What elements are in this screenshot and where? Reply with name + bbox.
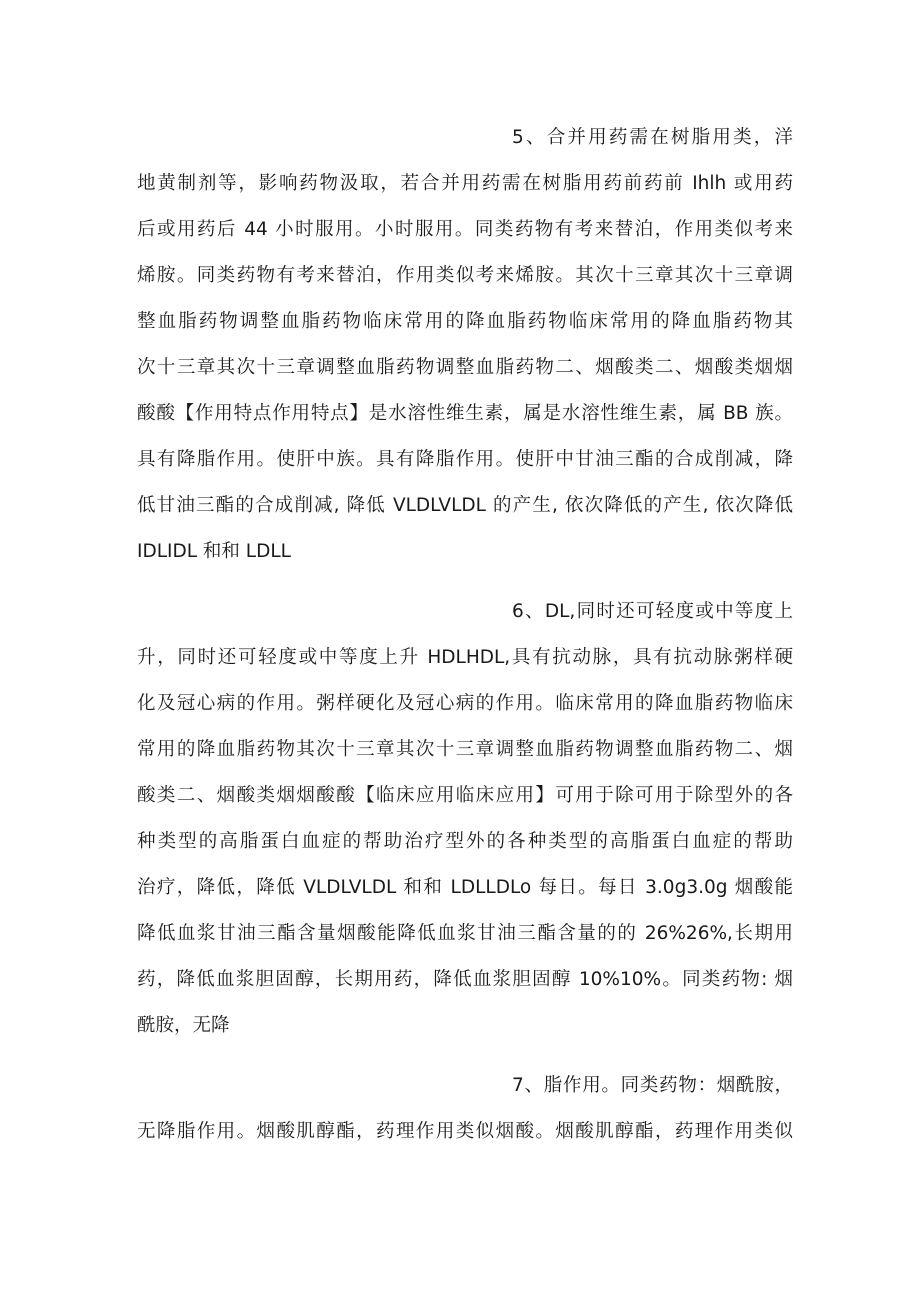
- paragraph-line: 低甘油三酯的合成削减, 降低 VLDLVLDL 的产生, 依次降低的产生, 依次降低: [137, 495, 793, 516]
- paragraph-line: 无降脂作用。烟酸肌醇酯，药理作用类似烟酸。烟酸肌醇酯，药理作用类似: [137, 1121, 793, 1142]
- paragraph-line: 后或用药后 44 小时服用。小时服用。同类药物有考来替泊，作用类似考来: [137, 219, 793, 240]
- paragraph-line: 整血脂药物调整血脂药物临床常用的降血脂药物临床常用的降血脂药物其: [137, 311, 793, 332]
- paragraph-line: 烯胺。同类药物有考来替泊，作用类似考来烯胺。其次十三章其次十三章调: [137, 265, 793, 286]
- paragraph-line: 酸酸【作用特点作用特点】是水溶性维生素，属是水溶性维生素，属 BB 族。: [137, 403, 793, 424]
- paragraph-line: 7、脂作用。同类药物：烟酰胺，: [512, 1075, 793, 1096]
- paragraph-line: 常用的降血脂药物其次十三章其次十三章调整血脂药物调整血脂药物二、烟: [137, 739, 793, 760]
- paragraph-line: 次十三章其次十三章调整血脂药物调整血脂药物二、烟酸类二、烟酸类烟烟: [137, 357, 793, 378]
- paragraph-line: 种类型的高脂蛋白血症的帮助治疗型外的各种类型的高脂蛋白血症的帮助: [137, 831, 793, 852]
- paragraph-line: 酰胺，无降: [137, 1015, 230, 1036]
- paragraph-line: 具有降脂作用。使肝中族。具有降脂作用。使肝中甘油三酯的合成削减，降: [137, 449, 793, 470]
- paragraph-line: 降低血浆甘油三酯含量烟酸能降低血浆甘油三酯含量的的 26%26%,长期用: [137, 923, 793, 944]
- paragraph-line: 升，同时还可轻度或中等度上升 HDLHDL,具有抗动脉，具有抗动脉粥样硬: [137, 647, 793, 668]
- paragraph-line: 治疗，降低，降低 VLDLVLDL 和和 LDLLDLo 每日。每日 3.0g3.0g 烟酸能: [137, 877, 793, 898]
- paragraph-line: 化及冠心病的作用。粥样硬化及冠心病的作用。临床常用的降血脂药物临床: [137, 693, 793, 714]
- paragraph-line: 地黄制剂等，影响药物汲取，若合并用药需在树脂用药前药前 Ihlh 或用药: [137, 173, 793, 194]
- paragraph-line: 5、合并用药需在树脂用类，洋: [512, 127, 793, 148]
- paragraph-line: 6、DL,同时还可轻度或中等度上: [512, 601, 793, 622]
- paragraph-line: 酸类二、烟酸类烟烟酸酸【临床应用临床应用】可用于除可用于除型外的各: [137, 785, 793, 806]
- paragraph-line: IDLIDL 和和 LDLL: [137, 541, 291, 562]
- paragraph-line: 药，降低血浆胆固醇，长期用药，降低血浆胆固醇 10%10%。同类药物: 烟: [137, 969, 793, 990]
